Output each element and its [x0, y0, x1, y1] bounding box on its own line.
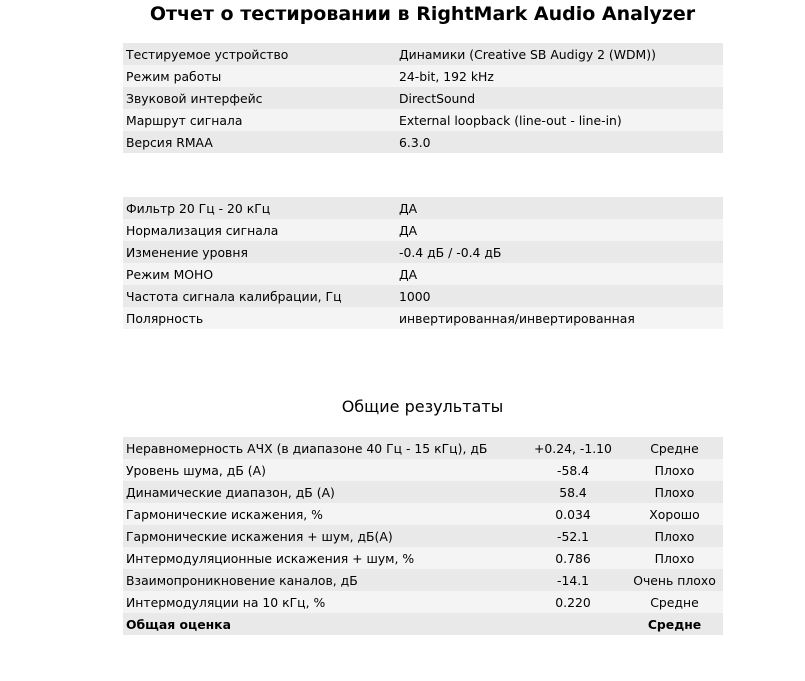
overall-row [123, 613, 723, 635]
table-row [123, 591, 723, 613]
result-label: Интермодуляции на 10 кГц, % [123, 591, 520, 613]
result-label: Гармонические искажения, % [123, 503, 520, 525]
result-rating: Плохо [626, 481, 723, 503]
result-rating: Средне [626, 591, 723, 613]
result-rating: Плохо [626, 525, 723, 547]
table-row [123, 285, 723, 307]
row-label: Тестируемое устройство [123, 43, 396, 65]
table-row [123, 197, 723, 219]
row-value: 6.3.0 [396, 131, 723, 153]
row-value: External loopback (line-out - line-in) [396, 109, 723, 131]
result-value: 0.220 [520, 591, 626, 613]
row-label: Изменение уровня [123, 241, 396, 263]
row-label: Нормализация сигнала [123, 219, 396, 241]
table-row [123, 109, 723, 131]
table-row [123, 569, 723, 591]
overall-value [520, 613, 626, 635]
result-rating: Очень плохо [626, 569, 723, 591]
table-row [123, 263, 723, 285]
result-value: -58.4 [520, 459, 626, 481]
table-row [123, 307, 723, 329]
table-row [123, 481, 723, 503]
report-title: Отчет о тестировании в RightMark Audio Analyzer [149, 3, 696, 25]
result-value: +0.24, -1.10 [520, 437, 626, 459]
row-value: 24-bit, 192 kHz [396, 65, 723, 87]
result-label: Гармонические искажения + шум, дБ(А) [123, 525, 520, 547]
result-value: -14.1 [520, 569, 626, 591]
overall-rating: Средне [626, 613, 723, 635]
test-settings-table [123, 197, 723, 329]
result-label: Неравномерность АЧХ (в диапазоне 40 Гц - 15 кГц), дБ [123, 437, 520, 459]
results-table [123, 437, 723, 635]
result-value: 0.034 [520, 503, 626, 525]
table-row [123, 547, 723, 569]
row-label: Частота сигнала калибрации, Гц [123, 285, 396, 307]
row-value: -0.4 дБ / -0.4 дБ [396, 241, 723, 263]
row-value: DirectSound [396, 87, 723, 109]
result-rating: Хорошо [626, 503, 723, 525]
table-row [123, 525, 723, 547]
table-row [123, 43, 723, 65]
result-rating: Плохо [626, 459, 723, 481]
row-label: Звуковой интерфейс [123, 87, 396, 109]
row-value: инвертированная/инвертированная [396, 307, 723, 329]
row-value: Динамики (Creative SB Audigy 2 (WDM)) [396, 43, 723, 65]
table-row [123, 503, 723, 525]
result-label: Взаимопроникновение каналов, дБ [123, 569, 520, 591]
row-value: ДА [396, 263, 723, 285]
table-row [123, 459, 723, 481]
table-row [123, 241, 723, 263]
row-label: Полярность [123, 307, 396, 329]
row-label: Маршрут сигнала [123, 109, 396, 131]
result-value: 58.4 [520, 481, 626, 503]
result-rating: Плохо [626, 547, 723, 569]
table-row [123, 131, 723, 153]
row-label: Режим работы [123, 65, 396, 87]
result-label: Динамические диапазон, дБ (А) [123, 481, 520, 503]
result-label: Интермодуляционные искажения + шум, % [123, 547, 520, 569]
row-value: 1000 [396, 285, 723, 307]
table-row [123, 219, 723, 241]
device-info-table [123, 43, 723, 153]
result-label: Уровень шума, дБ (А) [123, 459, 520, 481]
table-row [123, 87, 723, 109]
row-label: Версия RMAA [123, 131, 396, 153]
result-value: 0.786 [520, 547, 626, 569]
result-rating: Средне [626, 437, 723, 459]
results-section-title: Общие результаты [341, 397, 504, 416]
overall-label: Общая оценка [123, 613, 520, 635]
row-value: ДА [396, 197, 723, 219]
result-value: -52.1 [520, 525, 626, 547]
table-row [123, 65, 723, 87]
row-label: Режим МОНО [123, 263, 396, 285]
row-label: Фильтр 20 Гц - 20 кГц [123, 197, 396, 219]
row-value: ДА [396, 219, 723, 241]
table-row [123, 437, 723, 459]
